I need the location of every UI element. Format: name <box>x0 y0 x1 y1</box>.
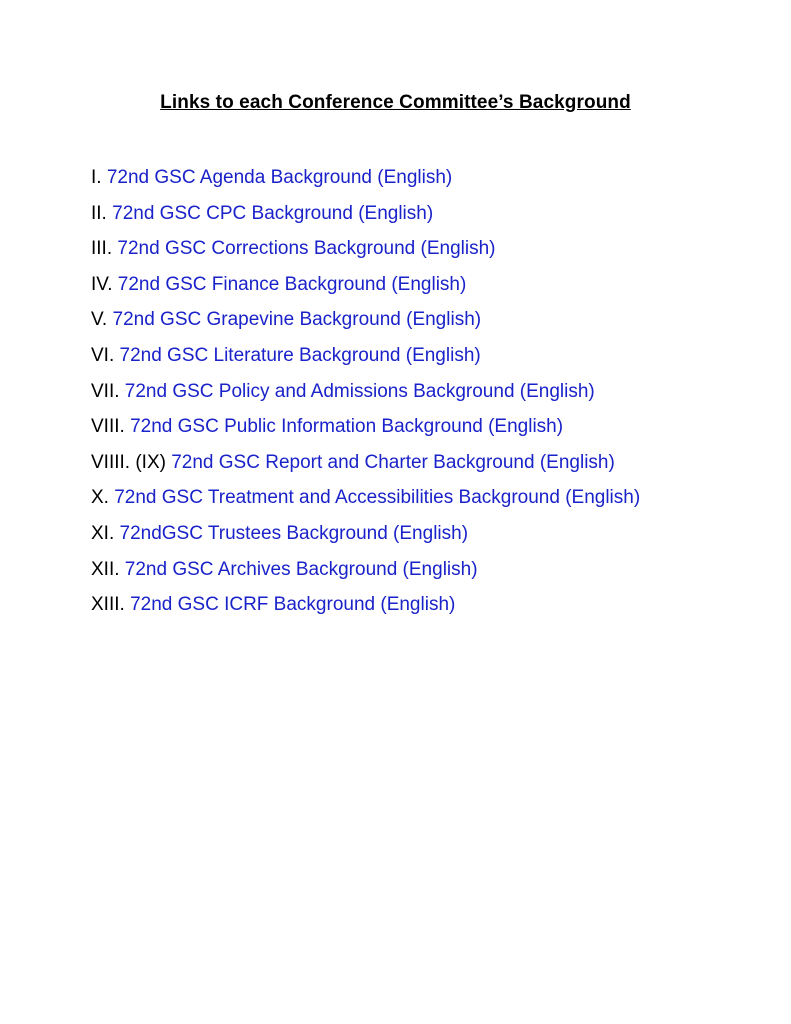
list-item <box>91 593 640 629</box>
icrf-background-link[interactable]: 72nd GSC ICRF Background (English) <box>130 594 456 616</box>
list-numeral: VI. <box>91 344 115 366</box>
list-numeral: II. <box>91 202 107 224</box>
list-item <box>91 202 640 238</box>
list-numeral: XIII. <box>91 594 125 616</box>
archives-background-link[interactable]: 72nd GSC Archives Background (English) <box>124 558 478 580</box>
agenda-background-link[interactable]: 72nd GSC Agenda Background (English) <box>106 167 453 188</box>
list-numeral: I. <box>91 167 102 188</box>
list-numeral: III. <box>91 238 113 260</box>
list-item <box>91 451 640 487</box>
list-numeral: V. <box>91 309 108 331</box>
list-numeral: VIII. <box>91 416 125 438</box>
report-charter-background-link[interactable]: 72nd GSC Report and Charter Background (English) <box>171 451 615 473</box>
list-item <box>91 522 640 558</box>
list-numeral: IV. <box>91 273 113 295</box>
trustees-background-link[interactable]: 72ndGSC Trustees Background (English) <box>119 522 469 544</box>
page-title: Links to each Conference Committee’s Background <box>160 92 631 113</box>
list-item <box>91 308 640 344</box>
list-item <box>91 273 640 309</box>
finance-background-link[interactable]: 72nd GSC Finance Background (English) <box>117 273 467 295</box>
treatment-accessibilities-background-link[interactable]: 72nd GSC Treatment and Accessibilities Background (English) <box>114 487 641 509</box>
list-item <box>91 558 640 594</box>
cpc-background-link[interactable]: 72nd GSC CPC Background (English) <box>112 202 434 224</box>
list-item <box>91 380 640 416</box>
list-numeral: VIIII. (IX) <box>91 451 166 473</box>
list-item <box>91 486 640 522</box>
list-item <box>91 237 640 273</box>
corrections-background-link[interactable]: 72nd GSC Corrections Background (English) <box>117 238 496 260</box>
list-item <box>91 344 640 380</box>
list-item <box>91 415 640 451</box>
policy-admissions-background-link[interactable]: 72nd GSC Policy and Admissions Background (English) <box>124 380 595 402</box>
list-item <box>91 166 640 202</box>
public-information-background-link[interactable]: 72nd GSC Public Information Background (English) <box>130 416 564 438</box>
committee-link-list <box>91 166 640 629</box>
grapevine-background-link[interactable]: 72nd GSC Grapevine Background (English) <box>112 309 482 331</box>
literature-background-link[interactable]: 72nd GSC Literature Background (English) <box>119 344 481 366</box>
list-numeral: XII. <box>91 558 120 580</box>
list-numeral: X. <box>91 487 109 509</box>
list-numeral: XI. <box>91 522 115 544</box>
list-numeral: VII. <box>91 380 120 402</box>
